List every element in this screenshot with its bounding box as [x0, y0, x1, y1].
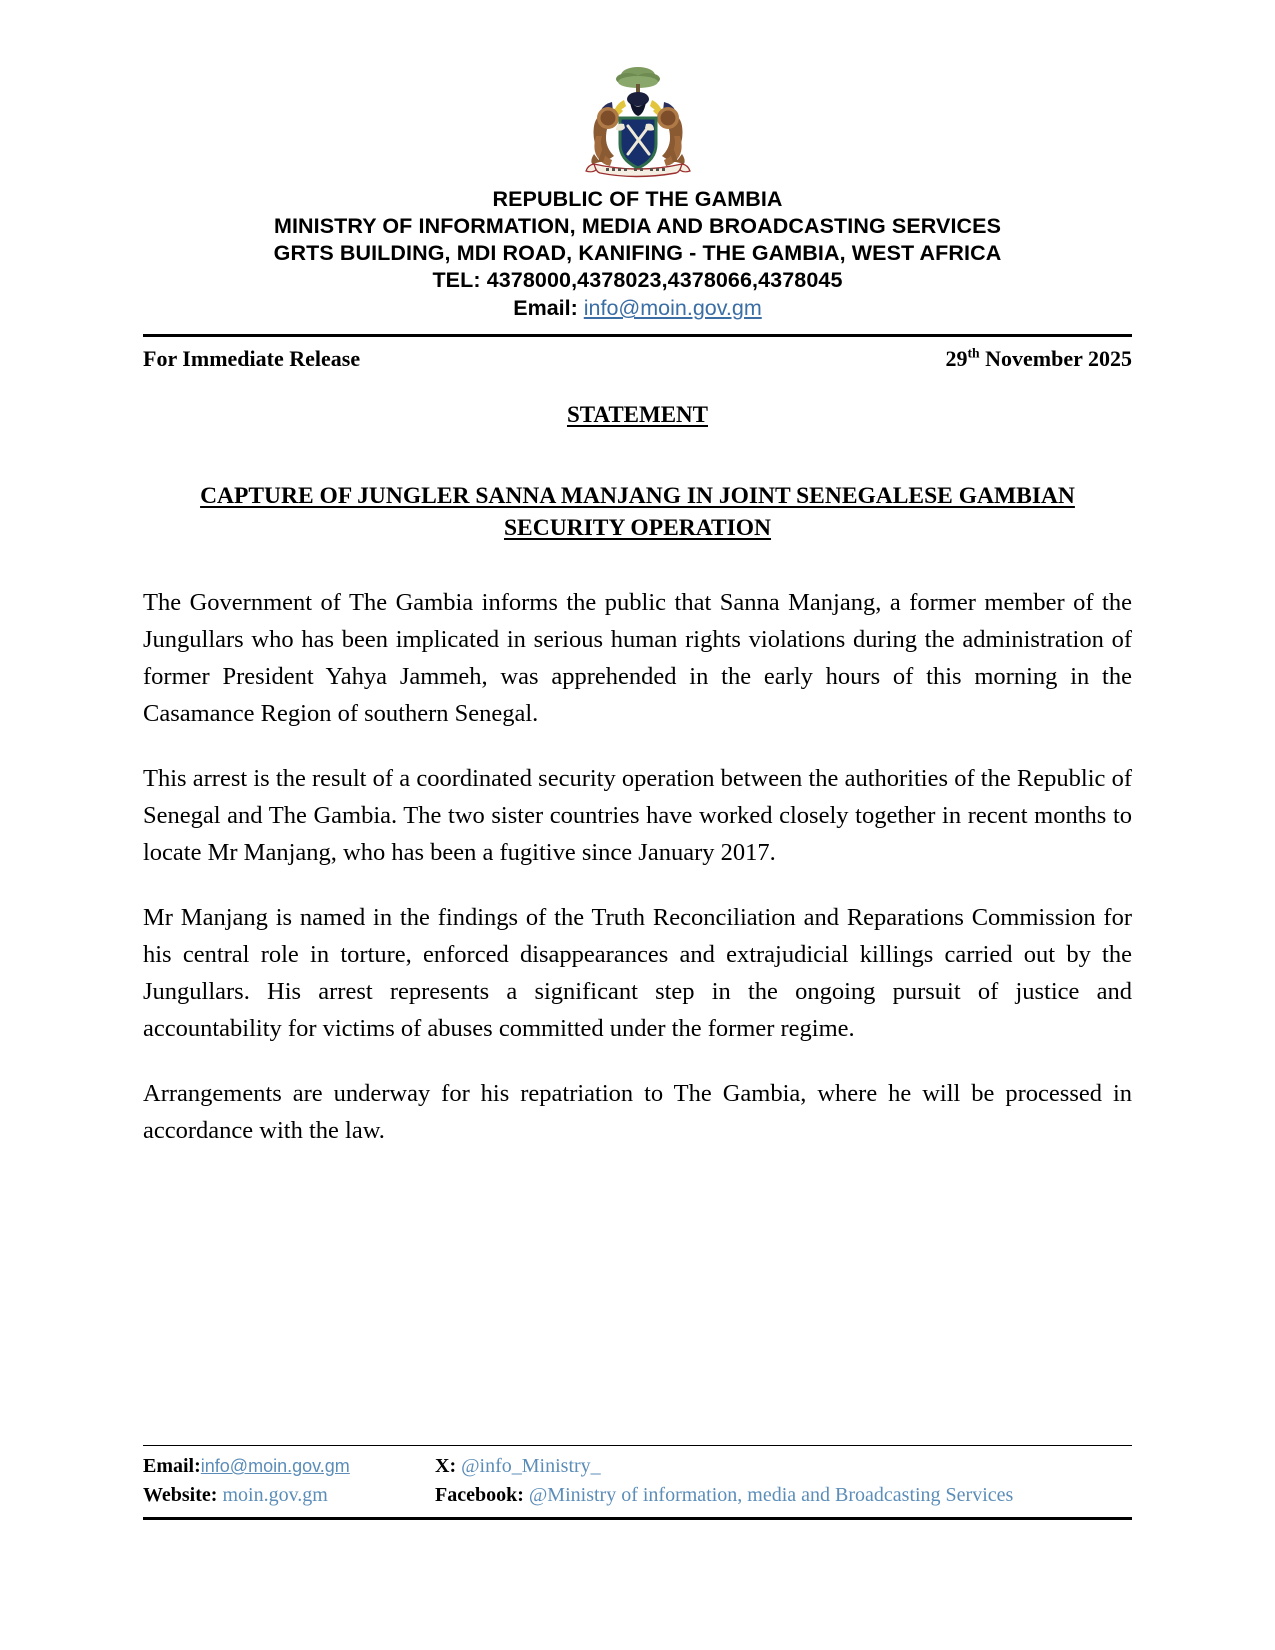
release-status-label: For Immediate Release: [143, 346, 361, 371]
body-paragraph: Arrangements are underway for his repatriation to The Gambia, where he will be processed in accordance with the law.: [143, 1080, 1132, 1144]
footer-website-link[interactable]: moin.gov.gm: [222, 1484, 328, 1506]
release-date-ordinal: th: [967, 345, 980, 361]
letterhead-line-2: MINISTRY OF INFORMATION, MEDIA AND BROADCASTING SERVICES: [273, 214, 1002, 238]
footer-facebook-separator: :: [517, 1484, 529, 1506]
letterhead-line-1: REPUBLIC OF THE GAMBIA: [492, 187, 783, 211]
page-title-line-2: SECURITY OPERATION: [503, 515, 772, 541]
footer-email-link[interactable]: info@moin.gov.gm: [200, 1456, 350, 1476]
footer-divider-bottom: [143, 1517, 1132, 1520]
footer: [143, 1445, 1132, 1520]
footer-facebook-label: Facebook: [435, 1484, 518, 1506]
footer-x-separator: :: [449, 1455, 462, 1477]
letterhead: [143, 0, 1132, 322]
letterhead-email-label: Email:: [513, 296, 578, 320]
header-divider: [143, 334, 1132, 337]
footer-facebook: [435, 1481, 1132, 1510]
footer-website-label: Website: [143, 1484, 211, 1506]
letterhead-line-4: TEL: 4378000,4378023,4378066,4378045: [432, 268, 843, 292]
footer-website-separator: :: [210, 1484, 223, 1506]
gambia-coat-of-arms-icon: [550, 62, 726, 182]
letterhead-email-link[interactable]: info@moin.gov.gm: [583, 296, 762, 320]
footer-x: [435, 1452, 1132, 1481]
body-copy: [143, 584, 1132, 1149]
statement-heading-text: STATEMENT: [566, 402, 708, 427]
footer-email-label: Email:: [143, 1455, 201, 1477]
page-title: [143, 480, 1132, 544]
footer-x-label: X: [435, 1455, 450, 1477]
footer-website: [143, 1481, 435, 1510]
page-title-line-1: CAPTURE OF JUNGLER SANNA MANJANG IN JOINT SENEGALESE GAMBIAN: [200, 483, 1075, 509]
release-date-day: 29: [945, 346, 968, 371]
footer-email: [143, 1452, 435, 1481]
footer-divider-top: [143, 1445, 1132, 1446]
statement-heading: [143, 402, 1132, 428]
footer-x-handle[interactable]: @info_Ministry_: [461, 1455, 601, 1477]
body-paragraph: The Government of The Gambia informs the public that Sanna Manjang, a former member of the Jungullars who has been implicated in serious human rights violations during the administration of former President Yahya Jammeh, was apprehended in the early hours of this morning in the Casamance Region of southern Senegal.: [143, 589, 1132, 727]
letterhead-line-3: GRTS BUILDING, MDI ROAD, KANIFING - THE GAMBIA, WEST AFRICA: [273, 241, 1002, 265]
body-paragraph: This arrest is the result of a coordinated security operation between the authorities of the Republic of Senegal and The Gambia. The two sister countries have worked closely together in recent months to locate Mr Manjang, who has been a fugitive since January 2017.: [143, 765, 1132, 866]
letterhead-org-lines: [143, 186, 1132, 294]
letterhead-email-line: [143, 294, 1132, 322]
release-row: [143, 346, 1132, 372]
release-date-rest: November 2025: [979, 346, 1132, 371]
release-date: [946, 346, 1132, 372]
footer-facebook-handle[interactable]: @Ministry of information, media and Broadcasting Services: [528, 1484, 1014, 1506]
crest-container: [143, 62, 1132, 182]
body-paragraph: Mr Manjang is named in the findings of the Truth Reconciliation and Reparations Commission for his central role in torture, enforced disappearances and extrajudicial killings carried out by the Jungullars. His arrest represents a significant step in the ongoing pursuit of justice and accountability for victims of abuses committed under the former regime.: [143, 904, 1132, 1042]
footer-contact-grid: [143, 1452, 1132, 1510]
